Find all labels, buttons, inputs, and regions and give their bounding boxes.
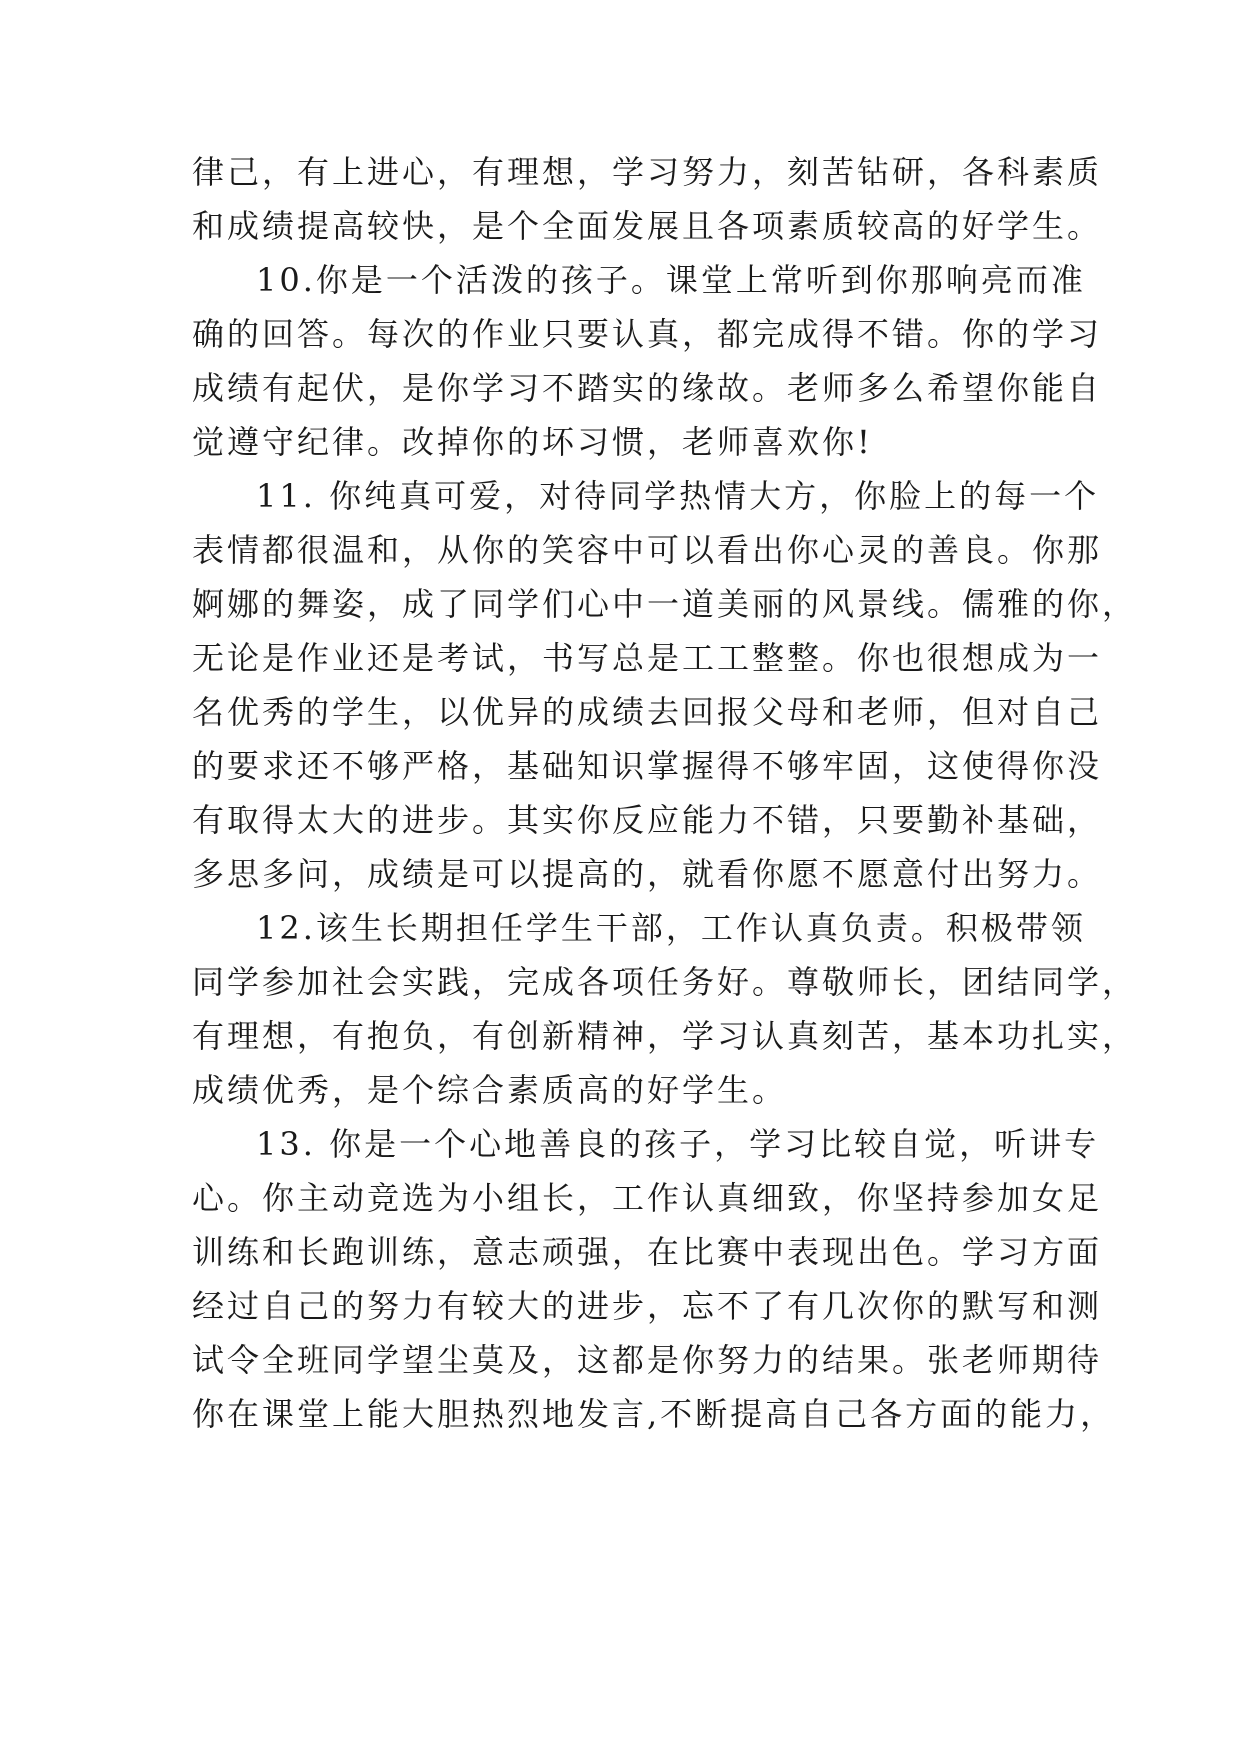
item-13-first-line: 13. 你是一个心地善良的孩子，学习比较自觉，听讲专 (256, 1125, 1100, 1163)
text-line: 试令全班同学望尘莫及，这都是你努力的结果。张老师期待 (192, 1341, 1103, 1379)
text-line: 的要求还不够严格，基础知识掌握得不够牢固，这使得你没 (192, 747, 1103, 785)
text-line: 和成绩提高较快，是个全面发展且各项素质较高的好学生。 (192, 207, 1103, 245)
text-line: 婀娜的舞姿，成了同学们心中一道美丽的风景线。儒雅的你， (192, 585, 1138, 623)
text-line: 名优秀的学生，以优异的成绩去回报父母和老师，但对自己 (192, 693, 1103, 731)
text-line: 同学参加社会实践，完成各项任务好。尊敬师长，团结同学， (192, 963, 1138, 1001)
text-line: 表情都很温和，从你的笑容中可以看出你心灵的善良。你那 (192, 531, 1103, 569)
text-line: 确的回答。每次的作业只要认真，都完成得不错。你的学习 (192, 315, 1103, 353)
text-line: 经过自己的努力有较大的进步，忘不了有几次你的默写和测 (192, 1287, 1103, 1325)
text-line: 成绩有起伏，是你学习不踏实的缘故。老师多么希望你能自 (192, 369, 1103, 407)
text-line: 律己，有上进心，有理想，学习努力，刻苦钻研，各科素质 (192, 153, 1103, 191)
text-line: 你在课堂上能大胆热烈地发言,不断提高自己各方面的能力， (192, 1395, 1116, 1433)
text-line: 有理想，有抱负，有创新精神，学习认真刻苦，基本功扎实， (192, 1017, 1138, 1055)
text-line: 觉遵守纪律。改掉你的坏习惯，老师喜欢你! (192, 423, 873, 461)
item-11-first-line: 11. 你纯真可爱，对待同学热情大方，你脸上的每一个 (256, 477, 1100, 515)
item-10-first-line: 10.你是一个活泼的孩子。课堂上常听到你那响亮而准 (256, 261, 1086, 299)
text-line: 心。你主动竞选为小组长，工作认真细致，你坚持参加女足 (192, 1179, 1103, 1217)
text-line: 多思多问，成绩是可以提高的，就看你愿不愿意付出努力。 (192, 855, 1103, 893)
item-12-first-line: 12.该生长期担任学生干部，工作认真负责。积极带领 (256, 909, 1086, 947)
text-line: 无论是作业还是考试，书写总是工工整整。你也很想成为一 (192, 639, 1103, 677)
text-line: 有取得太大的进步。其实你反应能力不错，只要勤补基础， (192, 801, 1103, 839)
text-line: 成绩优秀，是个综合素质高的好学生。 (192, 1071, 788, 1109)
text-line: 训练和长跑训练，意志顽强，在比赛中表现出色。学习方面 (192, 1233, 1103, 1271)
